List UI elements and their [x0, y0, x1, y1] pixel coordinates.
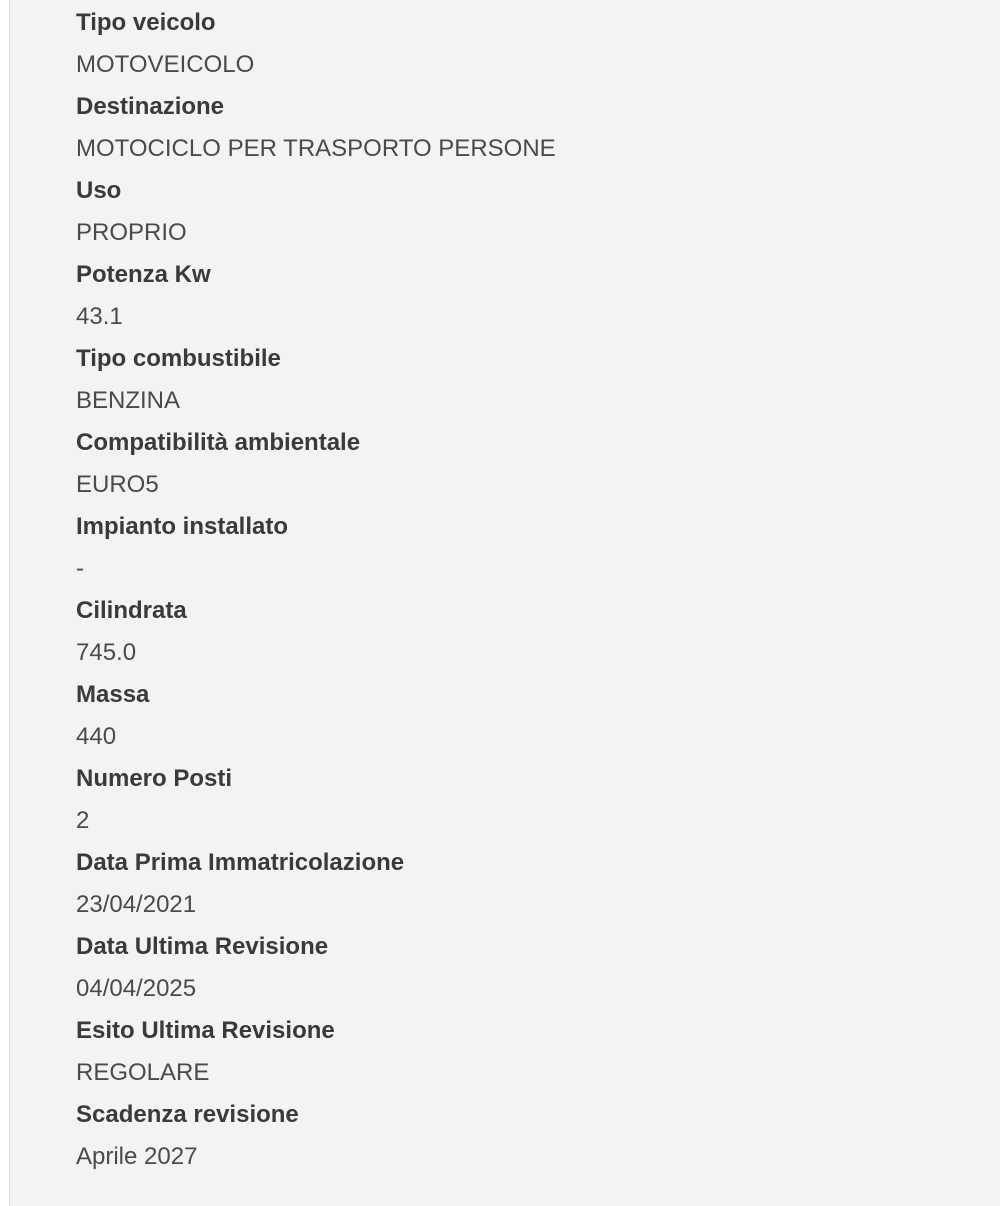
field-value: BENZINA [76, 387, 181, 414]
field-value: - [76, 555, 84, 582]
field-label: Tipo combustibile [76, 345, 281, 372]
field-label: Data Ultima Revisione [76, 933, 329, 960]
field-impianto-installato [76, 508, 556, 592]
field-scadenza-revisione [76, 1096, 556, 1180]
field-value: 23/04/2021 [76, 891, 197, 918]
field-value: REGOLARE [76, 1059, 210, 1086]
field-value: 43.1 [76, 303, 123, 330]
field-value: 745.0 [76, 639, 137, 666]
field-value: Aprile 2027 [76, 1143, 198, 1170]
field-label: Numero Posti [76, 765, 233, 792]
field-esito-ultima-revisione [76, 1012, 556, 1096]
field-data-ultima-revisione [76, 928, 556, 1012]
field-label: Tipo veicolo [76, 9, 216, 36]
field-label: Impianto installato [76, 513, 289, 540]
field-compatibilita-ambientale [76, 424, 556, 508]
field-value: EURO5 [76, 471, 159, 498]
field-value: PROPRIO [76, 219, 187, 246]
field-massa [76, 676, 556, 760]
field-numero-posti [76, 760, 556, 844]
field-value: MOTOVEICOLO [76, 51, 255, 78]
field-potenza-kw [76, 256, 556, 340]
field-value: MOTOCICLO PER TRASPORTO PERSONE [76, 135, 556, 162]
field-destinazione [76, 88, 556, 172]
field-label: Potenza Kw [76, 261, 211, 288]
field-label: Massa [76, 681, 150, 708]
field-data-prima-immatricolazione [76, 844, 556, 928]
field-label: Destinazione [76, 93, 225, 120]
field-label: Uso [76, 177, 122, 204]
field-value: 2 [76, 807, 90, 834]
field-label: Data Prima Immatricolazione [76, 849, 405, 876]
field-label: Cilindrata [76, 597, 187, 624]
field-cilindrata [76, 592, 556, 676]
field-value: 04/04/2025 [76, 975, 197, 1002]
field-tipo-combustibile [76, 340, 556, 424]
field-label: Scadenza revisione [76, 1101, 299, 1128]
field-value: 440 [76, 723, 117, 750]
field-uso [76, 172, 556, 256]
field-tipo-veicolo [76, 4, 556, 88]
field-label: Compatibilità ambientale [76, 429, 361, 456]
vehicle-details-list [76, 4, 556, 1180]
vehicle-details-panel [9, 0, 1000, 1206]
field-label: Esito Ultima Revisione [76, 1017, 335, 1044]
